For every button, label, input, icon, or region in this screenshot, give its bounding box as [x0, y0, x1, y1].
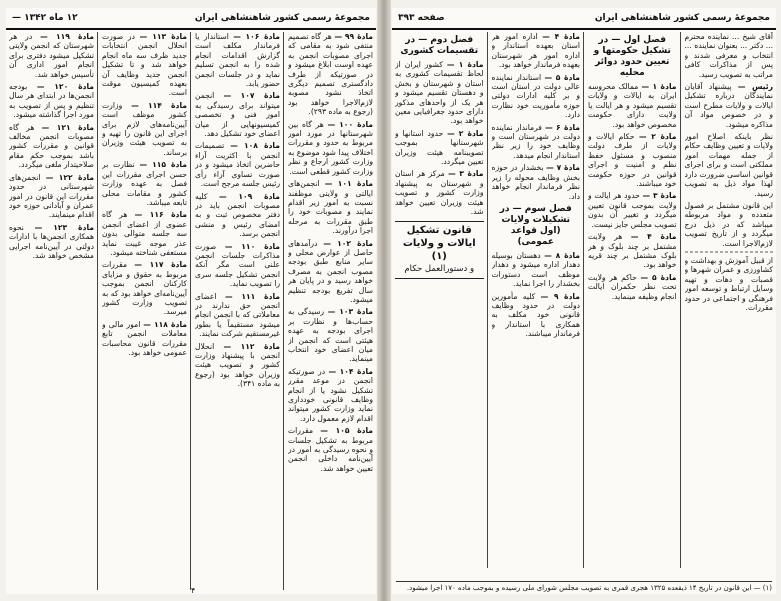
article: مادهٔ ۱۰۱ — انجمن‌های ایالتی و ولایتی موظفند نسبت به امور زیر اقدام نمایند و مصوبات خود را طبق مقررات به مرحله اجرا درآورند. [288, 179, 373, 236]
footnote: (۱) — این قانون در تاریخ ۱۴ ذیقعده ۱۳۲۵ هجری قمری به تصویب مجلس شورای ملی رسیده و بموجب ماده ۱۷۰ اجرا میشود. [396, 581, 772, 593]
article: مادهٔ ۱۲۰ — بودجه انجمن‌ها در ابتدای هر سال تنظیم و پس از تصویب به مورد اجرا گذاشته میشود. [9, 82, 94, 120]
article: مادهٔ ۵ — استاندار نماینده عالی دولت در استان است و بر کلیه ادارات دولتی حوزه مأموریت خود نظارت دارد. [491, 72, 580, 120]
right-column-4 [395, 32, 488, 568]
right-column-2 [588, 32, 681, 568]
article: مادهٔ ۱۰۵ — مقررات مربوط به تشکیل جلسات و نحوه رسیدگی به امور در آیین‌نامه داخلی انجمن تعیین خواهد شد. [288, 426, 373, 473]
left-page-columns [9, 32, 373, 590]
section-title: فصل سوم — در تشکیلات ولایات (اول قواعد عمومی) [499, 203, 572, 247]
article: مادهٔ ۲ — حکام ایالات و ولایات از طرف دولت منصوب و مسئول حفظ نظم و امنیت و اجرای قوانین در حوزه حکومت خود میباشند. [588, 132, 677, 189]
article: مادهٔ ۸ — دهستان بوسیله دهدار اداره میشود و دهدار موظف است دستورات بخشدار را اجرا نماید. [491, 250, 580, 289]
left-column-2 [195, 32, 284, 590]
article: مادهٔ ۱ — ممالک محروسه ایران به ایالات و ولایات تقسیم میشود و هر ایالت یا ولایت دارای حکومت مخصوص خواهد بود. [588, 82, 677, 129]
article: مادهٔ ۱۱۶ — هر گاه عضوی از اعضای انجمن سه جلسه متوالی بدون عذر موجه غیبت نماید مستعفی شناخته میشود. [102, 210, 187, 257]
article: مادهٔ ۱۲۲ — انجمن‌های شهرستانی در حدود مقررات این قانون در امور عمران و آبادانی حوزه خود اقدام مینمایند. [9, 172, 94, 220]
article: مادهٔ ۱۱۲ — انحلال انجمن با پیشنهاد وزارت کشور و تصویب هیئت وزیران خواهد بود (رجوع به ماده ۳۴۱). [195, 341, 280, 389]
article: مادهٔ ۱۱۹ — در هر شهرستان که انجمن ولایتی تشکیل میشود دفتری برای انجام امور اداری آن تأسیس خواهد شد. [9, 32, 94, 79]
article: مادهٔ ۱۱۴ — وزارت کشور موظف است آیین‌نامه‌های لازم برای اجرای این قانون را تهیه و به تصویب هیئت وزیران برساند. [102, 100, 187, 157]
article: مادهٔ ۱۰۶ — استاندار یا فرماندار مکلف است گزارش اقدامات انجام شده را به انجمن تسلیم نماید و در جلسات انجمن حضور یابد. [195, 32, 280, 89]
right-column-3 [492, 32, 585, 568]
right-page-columns [395, 32, 773, 568]
section-title: فصل اول — در تشکیل حکومتها و تعیین حدود دوائر محلیه [593, 35, 671, 78]
left-column-1 [288, 32, 373, 590]
article: مادهٔ ۱۰۸ — تصمیمات انجمن با اکثریت آراء حاضرین اتخاذ میشود و در صورت تساوی آراء رأی رئیس جلسه مرجح است. [195, 141, 280, 189]
left-page-publication: مجموعهٔ رسمی کشور شاهنشاهی ایران [194, 13, 370, 23]
left-page-date: ۱۲ ماه ۱۳۴۲ — [12, 13, 78, 23]
article: مادهٔ ۳ — حدود هر ایالت و ولایت بموجب قانون تعیین میگردد و تغییر آن بدون تصویب مجلس جایز نیست. [588, 191, 677, 229]
left-page-number: ۴ [191, 586, 196, 594]
right-page-number: صفحه ۳۹۳ [398, 13, 445, 23]
law-title: قانون تشکیل ایالات و ولایات (۱) و دستورالعمل حکام [395, 221, 484, 279]
article: نظر باینکه اصلاح امور ولایات و تعیین وظایف حکام از جمله مهمات امور مملکتی است و برای اجرای قوانین اساسی ضرورت دارد لهذا مواد ذیل به تصویب رسید. [684, 132, 773, 198]
right-column-1 [685, 32, 774, 568]
article: مادهٔ ۱۰۷ — انجمن میتواند برای رسیدگی به امور فنی و تخصصی کمیسیونهایی از میان اعضای خود تشکیل دهد. [195, 91, 280, 139]
article: مادهٔ ۴ — هر ولایت مشتمل بر چند بلوک و هر بلوک مشتمل بر چند قریه خواهد بود. [588, 232, 677, 270]
article: مادهٔ ۱۰۰ — هر گاه بین شهرستانها در مورد امور مربوط به حدود و مقررات اختلاف پیدا شود موضوع به وزارت کشور ارجاع و نظر وزارت کشور قطعی است. [288, 119, 373, 176]
article: مادهٔ ۶ — فرماندار نماینده دولت در شهرستان است و وظایف خود را زیر نظر استاندار انجام میدهد. [491, 122, 580, 160]
article: مادهٔ ۱۰۳ — رسیدگی به حساب‌ها و نظارت بر اجرای بودجه به عهده هیئتی است که انجمن از میان اعضای خود انتخاب مینماید. [288, 307, 373, 364]
article: مادهٔ ۴ — اداره امور هر استان بعهده استاندار و اداره امور هر شهرستان بعهده فرماندار خواهد بود. [491, 32, 580, 70]
article: این قانون مشتمل بر فصول متعدده و مواد مربوطه میباشد که در ذیل درج میگردد و از تاریخ تصویب لازم‌الاجرا است. [684, 200, 773, 248]
left-page-header [6, 8, 376, 30]
article: مادهٔ ۱۲۱ — هر گاه مصوبات انجمن مخالف قوانین و مقررات کشور باشد بموجب حکم مقام صلاحیتدار ملغی میگردد. [9, 122, 94, 170]
article: مادهٔ ۱۰۴ — در صورتیکه انجمن در موعد مقرر تشکیل نشود یا از انجام وظایف قانونی خودداری نماید وزارت کشور میتواند اقدام لازم معمول دارد. [288, 366, 373, 423]
right-page [392, 8, 776, 594]
article: مادهٔ ۷ — بخشدار در حوزه بخش وظایف محوله را زیر نظر فرماندار انجام خواهد داد. [491, 163, 580, 201]
article: مادهٔ ۱۱۵ — نظارت بر حسن اجرای مقررات این فصل به عهده وزارت کشور و مقامات محلی تابعه میباشد. [102, 160, 187, 207]
book-gutter [377, 0, 391, 601]
article: مادهٔ ۱۱۷ — مقررات مربوط به حقوق و مزایای کارکنان انجمن بموجب آیین‌نامه‌ای خواهد بود که به تصویب وزارت کشور میرسد. [102, 260, 187, 317]
article: مادهٔ ۱۰۲ — درآمدهای حاصل از عوارض محلی و سایر منابع طبق بودجه مصوب انجمن به مصرف خواهد رسید و در پایان هر سال تفریغ بودجه تنظیم میشود. [288, 238, 373, 304]
article: مادهٔ ۱۱۱ — اعضای انجمن حق ندارند در معاملاتی که با انجمن انجام میشود مستقیماً یا بطور غیرمستقیم شرکت نمایند. [195, 291, 280, 339]
article: مادهٔ ۳ — مرکز هر استان و شهرستان به پیشنهاد وزارت کشور و تصویب هیئت وزیران تعیین خواهد شد. [395, 169, 484, 217]
article: مادهٔ ۲ — حدود استانها و شهرستانها بموجب تصویبنامه هیئت وزیران تعیین میگردد. [395, 128, 484, 167]
left-column-3 [102, 32, 191, 590]
article: مادهٔ ۱۱۸ — امور مالی و معاملات انجمن تابع مقررات قانون محاسبات عمومی خواهد بود. [102, 319, 187, 357]
article: مادهٔ ۹۹ — هر گاه تصمیم منتفی شود به مقامی که اجرای مصوبات انجمن به عهده اوست ابلاغ میشود و در صورتیکه از طرف دادگستری تصمیم دیگری اتخاذ نشود مصوبه لازم‌الاجرا خواهد بود (رجوع به ماده ۲۹۳). [288, 32, 373, 117]
article: مادهٔ ۱۰۹ — کلیه مصوبات انجمن باید در دفتر مخصوص ثبت و به امضای رئیس و منشی انجمن برسد. [195, 191, 280, 239]
article: مادهٔ ۹ — کلیه مأمورین دولت در حدود وظایف قانونی خود مکلف به همکاری با استاندار و فرماندار میباشند. [491, 291, 580, 339]
section-title: فصل دوم — در تقسیمات کشوری [400, 35, 479, 56]
article: مادهٔ ۱۲۳ — نحوه همکاری انجمن‌ها با ادارات دولتی در آیین‌نامه اجرایی مشخص خواهد شد. [9, 222, 94, 260]
right-page-header [392, 8, 776, 30]
article: رئیس — پیشنهاد آقایان نمایندگان درباره تشکیل ایالات و ولایات مطرح است و در خصوص مواد آن مذاکره میشود. [684, 82, 773, 129]
left-page [6, 8, 376, 594]
article: مادهٔ ۱۱۳ — در صورت انحلال انجمن انتخابات جدید ظرف سه ماه انجام خواهد شد و تا تشکیل انجمن جدید وظایف آن بعهده کمیسیون موقت است. [102, 32, 187, 98]
article: مادهٔ ۱ — کشور ایران از لحاظ تقسیمات کشوری به استان و شهرستان و بخش و دهستان تقسیم میشود و هر یک از واحدهای مذکور دارای حدود جغرافیایی معین خواهد بود. [395, 60, 484, 126]
article: آقای شیخ ... نماینده محترم ... دکتر ... بعنوان نماینده ... انتخاب و معرفی شدند و پس از مذاکرات کافی مراتب به تصویب رسید. [684, 32, 773, 79]
right-page-publication: مجموعهٔ رسمی کشور شاهنشاهی ایران [594, 13, 770, 23]
article: مادهٔ ۵ — حاکم هر ولایت تحت نظر حکمران ایالت انجام وظیفه مینماید. [588, 272, 677, 301]
article: مادهٔ ۱۱۰ — صورت مذاکرات جلسات انجمن علنی است مگر آنکه انجمن تشکیل جلسه سری را تصویب نماید. [195, 241, 280, 289]
left-column-4 [9, 32, 98, 590]
article: از قبیل آموزش و بهداشت و کشاورزی و عمران شهرها و قصبات و دهات و تهیه وسایل ارتباط و توسعه امور فرهنگی و اجتماعی در حدود مقررات. [684, 255, 773, 312]
